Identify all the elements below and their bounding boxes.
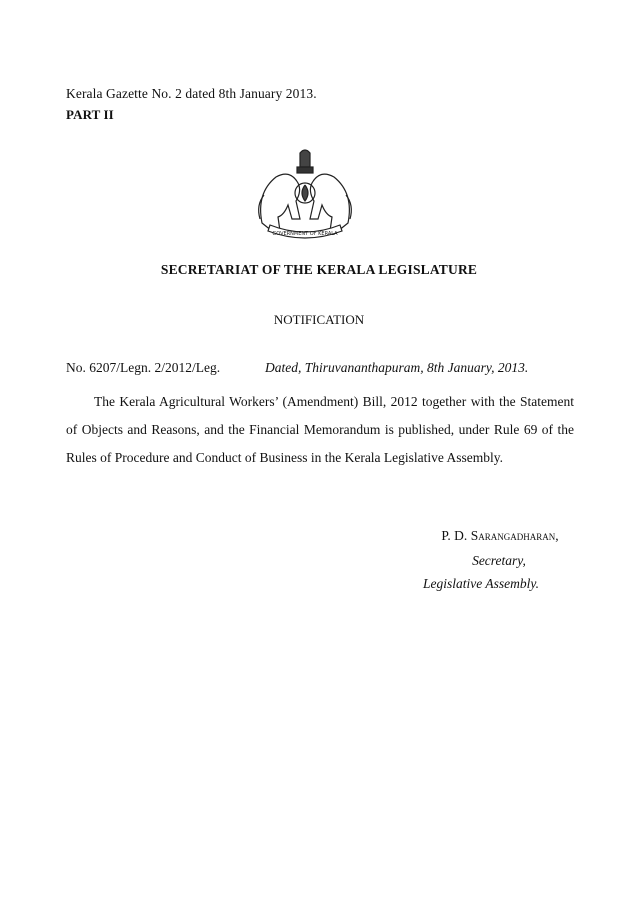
notification-body: The Kerala Agricultural Workers’ (Amendment) Bill, 2012 together with the Statement of Objects and Reasons, and the Financial Memorandum is published, under Rule 69 of the Rules of Procedure and Conduct of Business in the Kerala Legislative Assembly. <box>66 394 574 465</box>
signatory-name <box>400 528 600 544</box>
notification-title: NOTIFICATION <box>273 312 365 327</box>
signatory-initials: P. D. <box>441 528 471 543</box>
emblem-caption: GOVERNMENT OF KERALA <box>272 231 338 237</box>
gazette-header: Kerala Gazette No. 2 dated 8th January 2013. <box>66 86 317 101</box>
notification-date: Dated, Thiruvananthapuram, 8th January, 2013. <box>265 360 529 375</box>
signatory-organization: Legislative Assembly. <box>423 576 539 591</box>
signatory-surname: Sarangadharan, <box>470 528 559 543</box>
notification-number: No. 6207/Legn. 2/2012/Leg. <box>66 360 221 375</box>
state-emblem-icon <box>250 145 360 245</box>
office-heading: SECRETARIAT OF THE KERALA LEGISLATURE <box>160 262 478 277</box>
signatory-title: Secretary, <box>472 553 526 568</box>
part-label: PART II <box>66 107 114 122</box>
